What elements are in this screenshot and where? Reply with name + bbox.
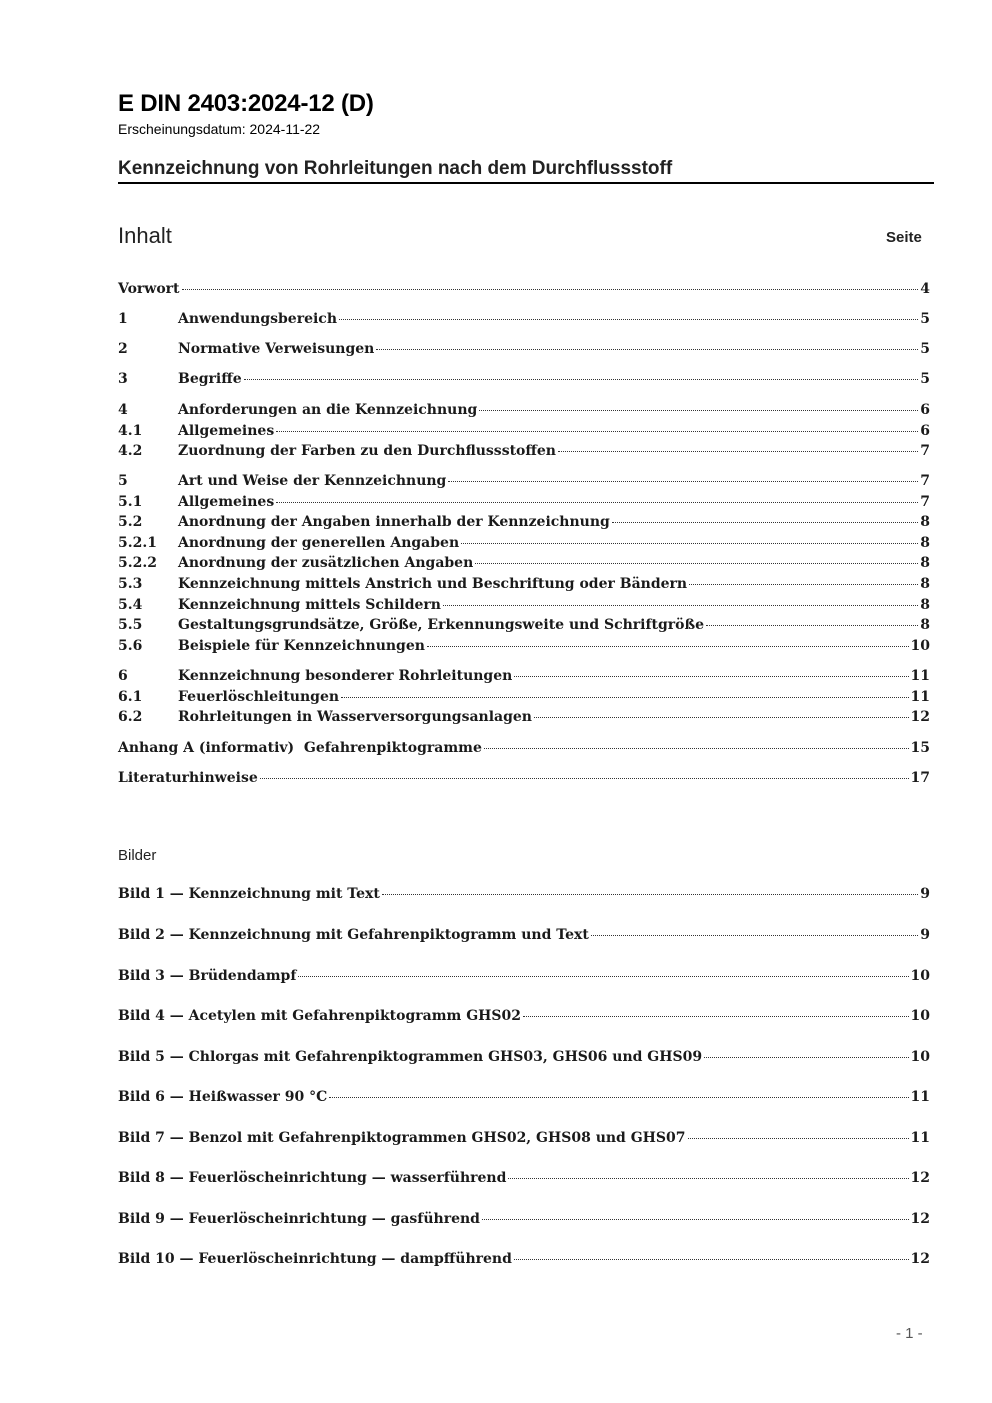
toc-entry-page: 17 (910, 770, 930, 786)
figure-entry-label: Bild 7 — Benzol mit Gefahrenpiktogrammen GHS02, GHS08 und GHS07 (118, 1130, 686, 1146)
toc-entry-number: 6.2 (118, 709, 143, 725)
toc-entry-label: Anordnung der Angaben innerhalb der Kennzeichnung (178, 514, 610, 530)
title-divider (118, 182, 934, 184)
toc-entry-label: Literaturhinweise (118, 770, 258, 786)
toc-entry-label: Allgemeines (178, 494, 275, 510)
toc-entry-label: Art und Weise der Kennzeichnung (178, 473, 447, 489)
dot-leader (461, 543, 918, 544)
toc-entry-anhang-a[interactable] (118, 740, 930, 756)
figure-entry-5[interactable] (118, 1049, 930, 1065)
document-id: E DIN 2403:2024-12 (D) (118, 90, 374, 117)
dot-leader (706, 625, 918, 626)
toc-entry-1[interactable] (118, 311, 930, 327)
dot-leader (689, 584, 918, 585)
figure-entry-6[interactable] (118, 1089, 930, 1105)
toc-entry-number: 3 (118, 371, 128, 387)
toc-entry-number: 4.2 (118, 443, 143, 459)
dot-leader (523, 1016, 909, 1017)
dot-leader (482, 1219, 909, 1220)
toc-entry-page: 7 (920, 494, 930, 510)
figure-entry-7[interactable] (118, 1130, 930, 1146)
dot-leader (558, 451, 918, 452)
toc-entry-5-2-1[interactable] (118, 535, 930, 551)
dot-leader (376, 349, 918, 350)
toc-entry-page: 11 (910, 689, 930, 705)
figure-entry-page: 11 (910, 1130, 930, 1146)
toc-entry-page: 8 (920, 535, 930, 551)
dot-leader (508, 1178, 908, 1179)
document-title: Kennzeichnung von Rohrleitungen nach dem Durchflussstoff (118, 158, 673, 179)
toc-entry-label: Kennzeichnung mittels Anstrich und Beschriftung oder Bändern (178, 576, 688, 592)
figure-entry-label: Bild 9 — Feuerlöscheinrichtung — gasführend (118, 1211, 480, 1227)
toc-entry-page: 10 (910, 638, 930, 654)
figure-entry-label: Bild 3 — Brüdendampf (118, 968, 297, 984)
toc-entry-number: 6 (118, 668, 128, 684)
dot-leader (427, 646, 909, 647)
toc-entry-page: 15 (910, 740, 930, 756)
toc-entry-label: Anforderungen an die Kennzeichnung (178, 402, 478, 418)
toc-entry-number: 1 (118, 311, 128, 327)
dot-leader (704, 1057, 908, 1058)
toc-entry-vorwort[interactable] (118, 281, 930, 297)
toc-entry-5-2-2[interactable] (118, 555, 930, 571)
figure-entry-10[interactable] (118, 1251, 930, 1267)
toc-entry-5-5[interactable] (118, 617, 930, 633)
dot-leader (443, 605, 918, 606)
figures-heading: Bilder (118, 847, 157, 864)
figure-entry-8[interactable] (118, 1170, 930, 1186)
toc-entry-3[interactable] (118, 371, 930, 387)
toc-entry-label: Zuordnung der Farben zu den Durchflussstoffen (178, 443, 556, 459)
figure-entry-3[interactable] (118, 968, 930, 984)
toc-entry-4-1[interactable] (118, 423, 930, 439)
dot-leader (244, 379, 919, 380)
figure-entry-label: Bild 6 — Heißwasser 90 °C (118, 1089, 328, 1105)
toc-entry-label: Allgemeines (178, 423, 275, 439)
toc-entry-page: 8 (920, 555, 930, 571)
dot-leader (479, 410, 918, 411)
toc-entry-number: 5.3 (118, 576, 143, 592)
toc-entry-page: 8 (920, 514, 930, 530)
toc-entry-number: 5.2.2 (118, 555, 157, 571)
toc-entry-label: Kennzeichnung mittels Schildern (178, 597, 441, 613)
toc-entry-5-4[interactable] (118, 597, 930, 613)
dot-leader (514, 676, 908, 677)
dot-leader (341, 697, 908, 698)
toc-entry-page: 4 (920, 281, 930, 297)
toc-entry-5-3[interactable] (118, 576, 930, 592)
toc-entry-page: 8 (920, 576, 930, 592)
toc-entry-number: 2 (118, 341, 128, 357)
toc-entry-label: Anordnung der zusätzlichen Angaben (178, 555, 474, 571)
figure-entry-1[interactable] (118, 886, 930, 902)
dot-leader (534, 717, 909, 718)
page-column-label: Seite (886, 229, 922, 246)
toc-entry-number: 5 (118, 473, 128, 489)
toc-entry-5-2[interactable] (118, 514, 930, 530)
toc-entry-label: Anhang A (informativ) Gefahrenpiktogramme (118, 740, 482, 756)
toc-heading: Inhalt (118, 223, 172, 248)
toc-entry-number: 5.5 (118, 617, 143, 633)
toc-entry-label: Anwendungsbereich (178, 311, 337, 327)
toc-entry-page: 5 (920, 371, 930, 387)
dot-leader (276, 431, 918, 432)
figure-entry-label: Bild 4 — Acetylen mit Gefahrenpiktogramm GHS02 (118, 1008, 521, 1024)
toc-entry-number: 5.4 (118, 597, 143, 613)
toc-entry-number: 5.2.1 (118, 535, 157, 551)
toc-entry-label: Rohrleitungen in Wasserversorgungsanlagen (178, 709, 532, 725)
toc-entry-label: Kennzeichnung besonderer Rohrleitungen (178, 668, 513, 684)
toc-entry-number: 5.6 (118, 638, 143, 654)
toc-entry-page: 8 (920, 597, 930, 613)
toc-entry-page: 7 (920, 473, 930, 489)
toc-entry-label: Gestaltungsgrundsätze, Größe, Erkennungsweite und Schriftgröße (178, 617, 705, 633)
toc-entry-number: 6.1 (118, 689, 143, 705)
dot-leader (448, 481, 918, 482)
dot-leader (382, 894, 918, 895)
toc-entry-5[interactable] (118, 473, 930, 489)
toc-entry-label: Feuerlöschleitungen (178, 689, 340, 705)
toc-entry-label: Begriffe (178, 371, 242, 387)
toc-entry-page: 5 (920, 311, 930, 327)
figure-entry-2[interactable] (118, 927, 930, 943)
dot-leader (298, 976, 908, 977)
dot-leader (339, 319, 918, 320)
publication-date: Erscheinungsdatum: 2024-11-22 (118, 121, 321, 137)
dot-leader (591, 935, 918, 936)
figure-entry-label: Bild 2 — Kennzeichnung mit Gefahrenpiktogramm und Text (118, 927, 589, 943)
dot-leader (182, 289, 919, 290)
toc-entry-page: 5 (920, 341, 930, 357)
figure-entry-page: 9 (920, 886, 930, 902)
figure-entry-page: 10 (910, 1008, 930, 1024)
figure-entry-label: Bild 8 — Feuerlöscheinrichtung — wasserführend (118, 1170, 507, 1186)
toc-entry-page: 6 (920, 423, 930, 439)
toc-entry-number: 5.2 (118, 514, 143, 530)
figure-entry-page: 11 (910, 1089, 930, 1105)
dot-leader (612, 522, 918, 523)
toc-entry-2[interactable] (118, 341, 930, 357)
toc-entry-page: 8 (920, 617, 930, 633)
toc-entry-page: 6 (920, 402, 930, 418)
toc-entry-number: 4.1 (118, 423, 143, 439)
toc-entry-label: Anordnung der generellen Angaben (178, 535, 460, 551)
toc-entry-4[interactable] (118, 402, 930, 418)
figure-entry-label: Bild 1 — Kennzeichnung mit Text (118, 886, 380, 902)
dot-leader (276, 502, 918, 503)
toc-entry-6-1[interactable] (118, 689, 930, 705)
figure-entry-page: 12 (910, 1251, 930, 1267)
dot-leader (329, 1097, 908, 1098)
toc-entry-5-6[interactable] (118, 638, 930, 654)
toc-entry-5-1[interactable] (118, 494, 930, 510)
toc-entry-literaturhinweise[interactable] (118, 770, 930, 786)
figure-entry-page: 12 (910, 1170, 930, 1186)
dot-leader (688, 1138, 909, 1139)
toc-entry-6[interactable] (118, 668, 930, 684)
figure-entry-9[interactable] (118, 1211, 930, 1227)
toc-entry-6-2[interactable] (118, 709, 930, 725)
toc-entry-page: 11 (910, 668, 930, 684)
figure-entry-label: Bild 10 — Feuerlöscheinrichtung — dampfführend (118, 1251, 512, 1267)
toc-entry-number: 5.1 (118, 494, 143, 510)
toc-entry-4-2[interactable] (118, 443, 930, 459)
toc-entry-label: Beispiele für Kennzeichnungen (178, 638, 425, 654)
toc-entry-label: Normative Verweisungen (178, 341, 375, 357)
figure-entry-page: 9 (920, 927, 930, 943)
toc-entry-page: 12 (910, 709, 930, 725)
dot-leader (475, 563, 918, 564)
dot-leader (260, 778, 909, 779)
toc-entry-page: 7 (920, 443, 930, 459)
toc-entry-number: 4 (118, 402, 128, 418)
figure-entry-page: 10 (910, 968, 930, 984)
figure-entry-label: Bild 5 — Chlorgas mit Gefahrenpiktogrammen GHS03, GHS06 und GHS09 (118, 1049, 703, 1065)
dot-leader (484, 748, 909, 749)
figure-entry-4[interactable] (118, 1008, 930, 1024)
figure-entry-page: 10 (910, 1049, 930, 1065)
figure-entry-page: 12 (910, 1211, 930, 1227)
dot-leader (514, 1259, 909, 1260)
page-number: - 1 - (896, 1325, 923, 1342)
toc-entry-label: Vorwort (118, 281, 180, 297)
